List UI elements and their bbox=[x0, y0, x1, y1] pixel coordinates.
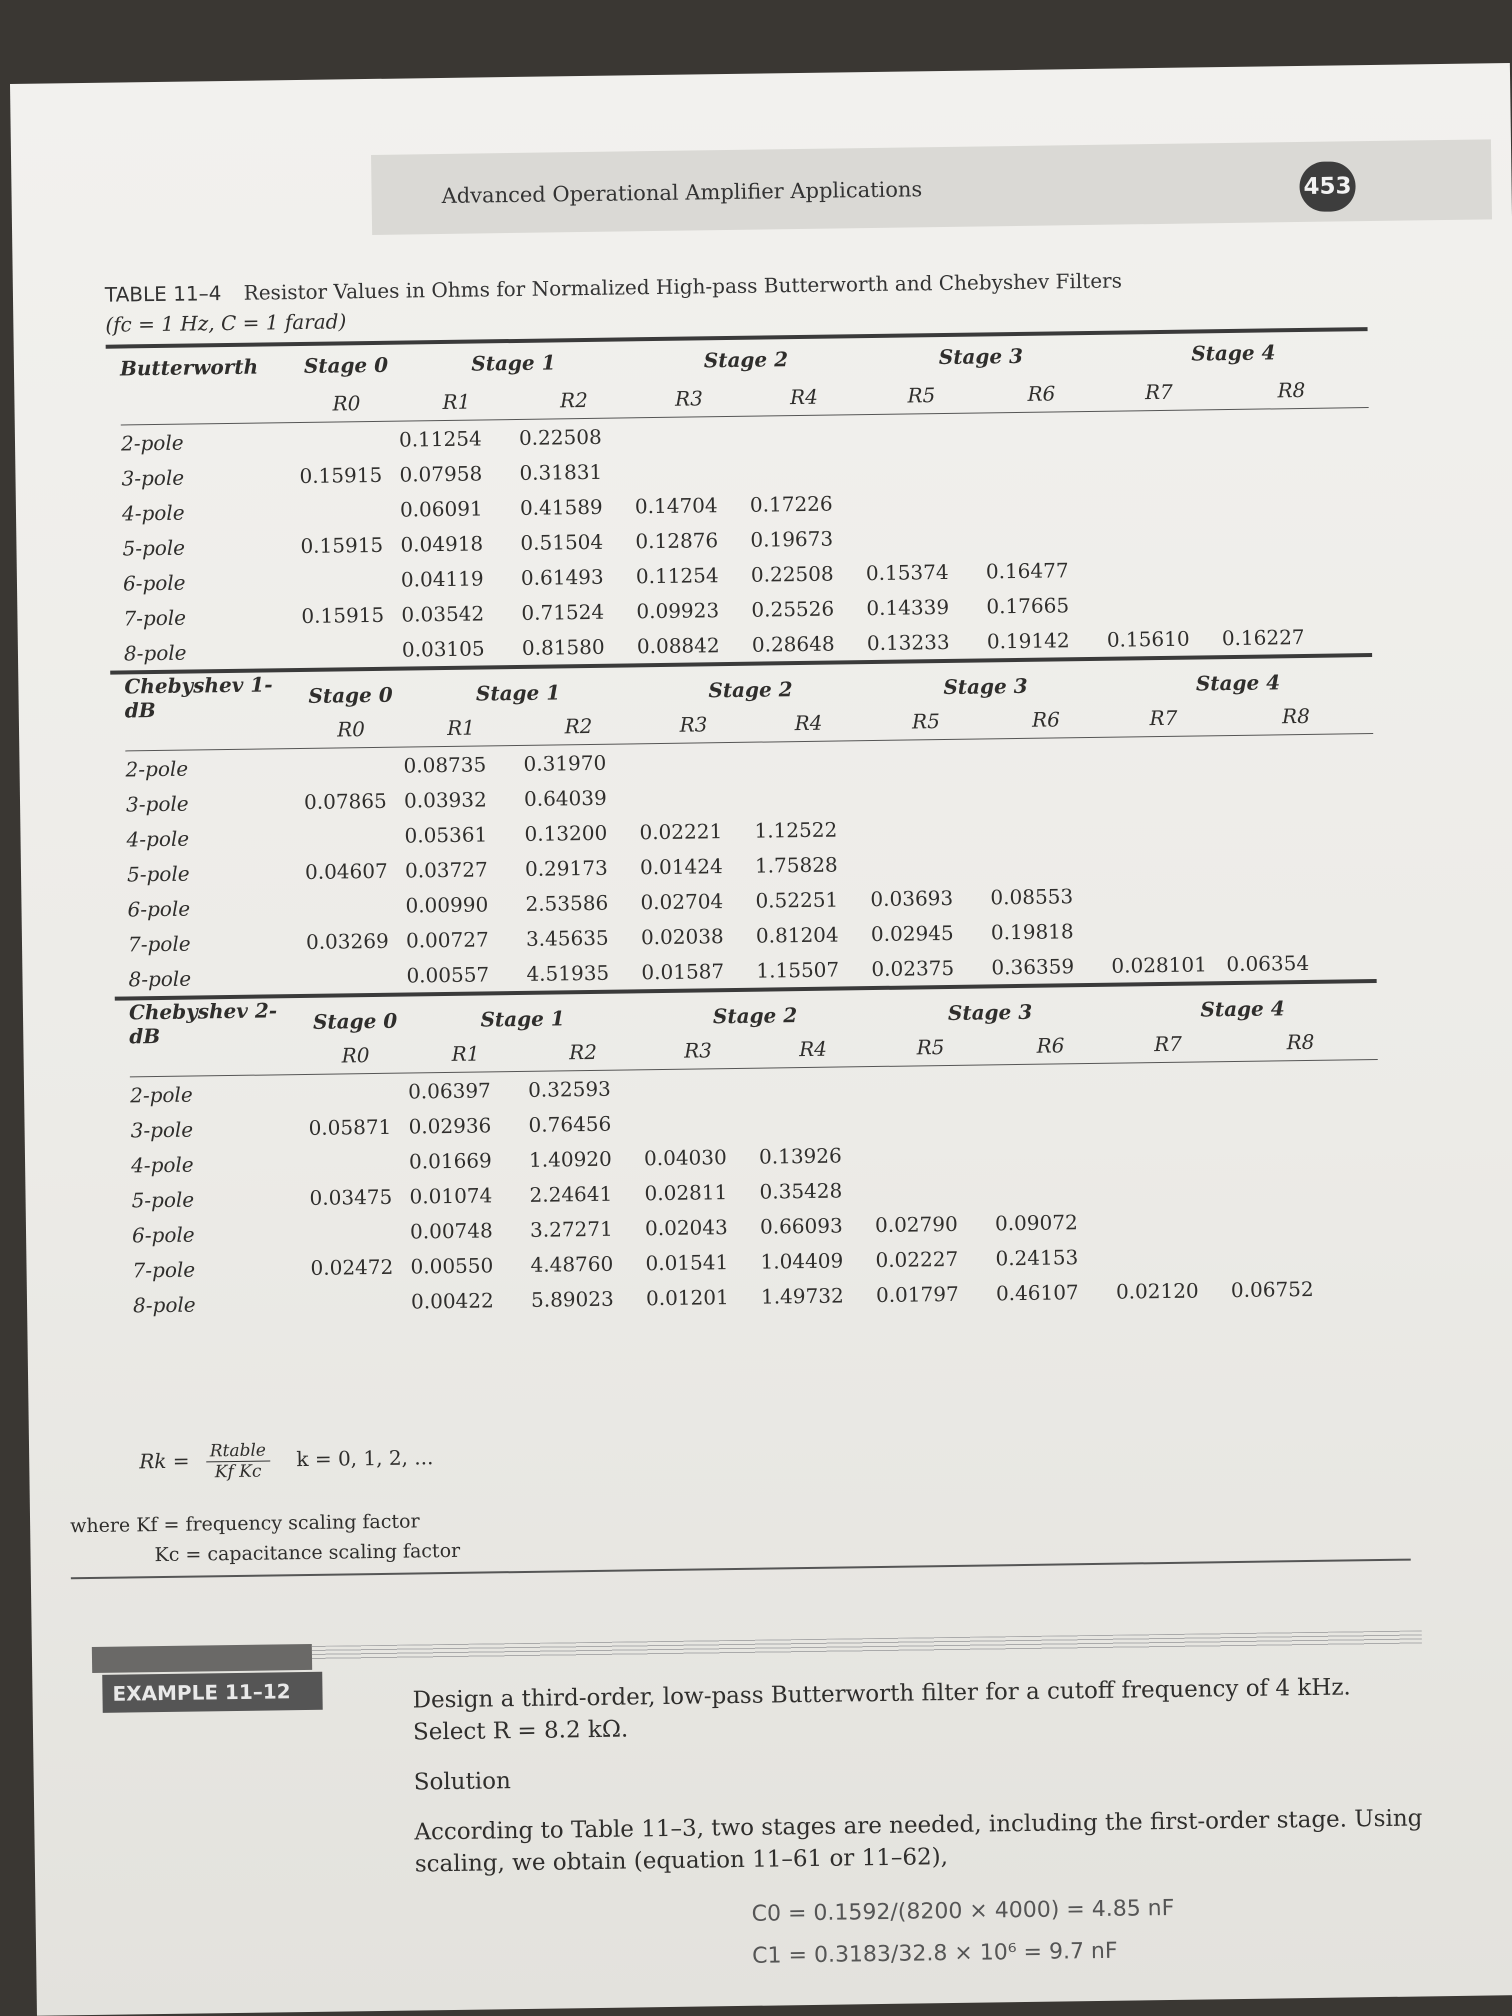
pole-label: 8-pole bbox=[123, 640, 187, 665]
table-cell: 0.03693 bbox=[870, 885, 954, 911]
pole-label: 6-pole bbox=[122, 570, 186, 595]
table-cell bbox=[747, 468, 862, 470]
table-cell bbox=[1217, 461, 1367, 463]
table-cell bbox=[988, 860, 1108, 862]
resistor-label: R8 bbox=[1281, 703, 1311, 729]
table-cell bbox=[298, 509, 398, 510]
table-cell: 0.03727 bbox=[404, 856, 488, 883]
stage-label: Stage 1 bbox=[471, 350, 556, 376]
table-cell bbox=[300, 649, 400, 650]
table-cell: 4.51935 bbox=[526, 960, 610, 986]
table-cell: 0.00727 bbox=[405, 926, 489, 953]
table-cell: 0.28648 bbox=[751, 631, 835, 657]
table-cell: 0.36359 bbox=[991, 953, 1075, 979]
book-page bbox=[10, 63, 1512, 2016]
table-cell bbox=[867, 827, 987, 829]
stage-label: Stage 3 bbox=[943, 673, 1028, 700]
pole-label: 5-pole bbox=[122, 535, 186, 560]
resistor-table bbox=[106, 327, 1382, 1323]
table-cell bbox=[991, 1081, 1111, 1083]
table-cell bbox=[1111, 1080, 1226, 1082]
pole-label: 5-pole bbox=[126, 861, 190, 886]
table-cell bbox=[1107, 824, 1222, 826]
stage-label: Stage 2 bbox=[712, 1003, 798, 1029]
resistor-label: R0 bbox=[332, 391, 361, 416]
table-cell: 0.15610 bbox=[1106, 626, 1190, 652]
table-cell bbox=[863, 501, 983, 503]
formula-denominator: Kf Kc bbox=[214, 1461, 262, 1483]
pole-label: 7-pole bbox=[123, 605, 187, 630]
table-cell bbox=[983, 499, 1103, 501]
table-cell: 0.01424 bbox=[639, 853, 723, 879]
table-cell: 0.01201 bbox=[645, 1284, 729, 1310]
table-cell bbox=[1222, 822, 1372, 824]
table-caption bbox=[105, 268, 1122, 306]
table-cell bbox=[862, 466, 982, 468]
table-cell: 0.31970 bbox=[523, 750, 607, 776]
stage-label: Stage 0 bbox=[312, 1008, 398, 1034]
table-cell: 0.06397 bbox=[407, 1077, 491, 1104]
table-cell: 0.16227 bbox=[1221, 624, 1305, 650]
resistor-label: R5 bbox=[907, 383, 936, 408]
table-cell bbox=[1226, 1078, 1376, 1080]
table-cell bbox=[863, 536, 983, 538]
table-cell: 0.02811 bbox=[644, 1179, 728, 1205]
pole-label: 4-pole bbox=[126, 826, 190, 851]
table-cell bbox=[983, 534, 1103, 536]
table-cell: 0.46107 bbox=[995, 1279, 1079, 1305]
table-cell: 0.13200 bbox=[524, 820, 608, 846]
table-cell: 2.53586 bbox=[525, 890, 609, 916]
resistor-label: R7 bbox=[1144, 379, 1173, 405]
table-cell: 0.01669 bbox=[408, 1147, 492, 1174]
table-cell: 0.02375 bbox=[871, 955, 955, 981]
table-cell: 0.17665 bbox=[986, 592, 1070, 618]
equation-c0: C0 = 0.1592/(8200 × 4000) = 4.85 nF bbox=[751, 1895, 1175, 1927]
resistor-label: R2 bbox=[564, 713, 593, 739]
table-cell bbox=[992, 1151, 1112, 1153]
table-cell: 0.00748 bbox=[409, 1217, 493, 1244]
table-cell: 0.04030 bbox=[643, 1144, 727, 1170]
solution-equations bbox=[751, 1888, 1175, 1978]
solution-text: According to Table 11–3, two stages are needed, including the first-order stage. Using scaling, we obtain (equation 11–61 or 11–62), bbox=[414, 1805, 1423, 1878]
table-cell bbox=[1102, 428, 1217, 430]
table-cell: 0.81204 bbox=[755, 922, 839, 948]
table-cell bbox=[1109, 929, 1224, 931]
table-cell: 1.49732 bbox=[760, 1282, 844, 1309]
table-cell: 0.66093 bbox=[759, 1212, 843, 1239]
table-cell bbox=[1221, 752, 1371, 754]
table-cell: 0.04918 bbox=[400, 530, 484, 557]
table-cell bbox=[992, 1116, 1112, 1118]
table-cell: 0.02043 bbox=[644, 1214, 728, 1240]
table-cell bbox=[1218, 496, 1368, 498]
table-cell bbox=[752, 759, 867, 761]
table-cell bbox=[1104, 568, 1219, 570]
table-cell bbox=[1108, 859, 1223, 861]
page-number: 453 bbox=[1299, 161, 1356, 212]
where-line-2: Kc = capacitance scaling factor bbox=[154, 1539, 461, 1567]
table-cell bbox=[993, 1186, 1113, 1188]
table-cell bbox=[1112, 1115, 1227, 1117]
resistor-label: R6 bbox=[1036, 1033, 1065, 1058]
table-cell bbox=[987, 790, 1107, 792]
resistor-label: R4 bbox=[789, 384, 819, 410]
table-cell: 0.19673 bbox=[750, 526, 834, 552]
pole-label: 4-pole bbox=[130, 1152, 194, 1177]
table-cell bbox=[1227, 1183, 1377, 1185]
table-cell: 0.15915 bbox=[299, 462, 383, 488]
header-spacer bbox=[116, 1056, 306, 1059]
table-cell: 0.12876 bbox=[635, 527, 719, 553]
formula-k-range: k = 0, 1, 2, ... bbox=[296, 1445, 434, 1472]
table-cell: 0.17226 bbox=[749, 491, 833, 517]
table-cell bbox=[637, 795, 752, 797]
table-cell: 0.01541 bbox=[645, 1249, 729, 1275]
table-cell bbox=[1113, 1220, 1228, 1222]
resistor-label: R2 bbox=[559, 387, 589, 413]
table-cell: 0.15915 bbox=[300, 532, 384, 558]
where-lead: where bbox=[69, 1514, 131, 1538]
table-cell bbox=[1222, 787, 1372, 789]
table-cell bbox=[1223, 857, 1373, 859]
table-cell bbox=[1107, 789, 1222, 791]
table-cell bbox=[872, 1153, 992, 1155]
where-clause bbox=[70, 1506, 460, 1571]
solution-heading: Solution bbox=[413, 1768, 511, 1796]
resistor-label: R1 bbox=[446, 715, 476, 740]
pole-label: 2-pole bbox=[125, 756, 189, 781]
stage-label: Stage 2 bbox=[708, 677, 793, 703]
resistor-label: R5 bbox=[911, 709, 941, 734]
table-cell: 0.35428 bbox=[759, 1177, 843, 1204]
table-cell: 0.09923 bbox=[636, 597, 720, 623]
resistor-label: R0 bbox=[341, 1043, 370, 1068]
family-name: Butterworth bbox=[119, 354, 259, 381]
table-cell bbox=[868, 862, 988, 864]
table-cell: 0.02227 bbox=[875, 1246, 959, 1272]
table-cell bbox=[1104, 603, 1219, 605]
table-cell bbox=[632, 469, 747, 471]
running-head: Advanced Operational Amplifier Applications bbox=[441, 177, 923, 208]
resistor-label: R6 bbox=[1031, 707, 1061, 732]
table-cell bbox=[303, 835, 403, 836]
resistor-label: R4 bbox=[794, 710, 823, 736]
family-name: Chebyshev 1-dB bbox=[124, 672, 273, 723]
table-cell: 0.01587 bbox=[641, 958, 725, 984]
where-line-1: Kf = frequency scaling factor bbox=[136, 1510, 420, 1537]
table-cell bbox=[307, 1161, 407, 1162]
table-cell bbox=[1103, 498, 1218, 500]
table-cell: 0.22508 bbox=[518, 424, 602, 450]
table-cell: 0.01074 bbox=[409, 1182, 493, 1209]
table-cell bbox=[304, 975, 404, 976]
table-cell bbox=[306, 1091, 406, 1092]
table-cell: 0.14704 bbox=[634, 492, 718, 518]
table-cell: 0.64039 bbox=[523, 785, 607, 811]
table-cell bbox=[632, 434, 747, 436]
table-cell: 0.06091 bbox=[399, 495, 483, 522]
table-cell: 0.15374 bbox=[865, 559, 949, 585]
table-cell: 0.24153 bbox=[995, 1244, 1079, 1270]
table-cell: 0.15915 bbox=[301, 602, 385, 628]
table-cell: 0.05871 bbox=[308, 1114, 392, 1140]
resistor-label: R0 bbox=[336, 717, 366, 742]
table-cell: 0.41589 bbox=[519, 494, 603, 520]
table-cell bbox=[308, 1231, 408, 1232]
table-cell bbox=[757, 1120, 872, 1122]
table-cell bbox=[1219, 566, 1369, 568]
table-cell bbox=[1102, 463, 1217, 465]
table-cell: 0.05361 bbox=[404, 821, 488, 848]
table-cell bbox=[1227, 1148, 1377, 1150]
table-cell: 3.27271 bbox=[529, 1216, 613, 1242]
pole-label: 7-pole bbox=[127, 931, 191, 956]
table-cell: 0.02120 bbox=[1115, 1278, 1199, 1304]
pole-label: 5-pole bbox=[131, 1187, 195, 1212]
table-cell: 0.11254 bbox=[398, 425, 482, 452]
table-cell: 0.07958 bbox=[399, 460, 483, 487]
table-cell bbox=[1112, 1185, 1227, 1187]
table-cell: 4.48760 bbox=[530, 1251, 614, 1277]
table-cell bbox=[986, 755, 1106, 757]
resistor-label: R3 bbox=[679, 712, 708, 737]
pole-label: 6-pole bbox=[131, 1222, 195, 1247]
table-cell bbox=[873, 1188, 993, 1190]
pole-label: 3-pole bbox=[121, 465, 185, 490]
table-cell bbox=[299, 579, 399, 580]
table-title: Resistor Values in Ohms for Normalized High-pass Butterworth and Chebyshev Filters bbox=[243, 268, 1123, 305]
table-cell: 1.04409 bbox=[760, 1247, 844, 1274]
table-cell: 0.11254 bbox=[635, 562, 719, 588]
table-cell: 0.02945 bbox=[870, 920, 954, 946]
scaling-formula bbox=[139, 1438, 434, 1483]
table-cell bbox=[1112, 1150, 1227, 1152]
pole-label: 3-pole bbox=[125, 791, 189, 816]
table-cell: 0.03932 bbox=[403, 786, 487, 813]
table-cell bbox=[641, 1086, 756, 1088]
table-section bbox=[115, 979, 1381, 1323]
table-cell: 0.13926 bbox=[758, 1142, 842, 1169]
stage-label: Stage 3 bbox=[938, 343, 1024, 370]
pole-label: 2-pole bbox=[120, 430, 184, 455]
pole-label: 4-pole bbox=[121, 500, 185, 525]
example-rule bbox=[312, 1630, 1422, 1659]
header-spacer bbox=[107, 404, 297, 407]
resistor-label: R3 bbox=[674, 386, 704, 411]
pole-label: 3-pole bbox=[130, 1117, 194, 1142]
table-cell: 0.08735 bbox=[403, 751, 487, 778]
table-cell bbox=[297, 439, 397, 440]
header-spacer bbox=[111, 730, 301, 733]
resistor-label: R7 bbox=[1153, 1031, 1183, 1057]
resistor-label: R3 bbox=[683, 1038, 713, 1063]
table-cell: 0.02472 bbox=[310, 1254, 394, 1280]
example-problem: Design a third-order, low-pass Butterworth filter for a cutoff frequency of 4 kHz. Select R = 8.2 kΩ. bbox=[412, 1674, 1351, 1746]
table-cell bbox=[1106, 754, 1221, 756]
table-cell: 0.03105 bbox=[401, 635, 485, 662]
table-cell: 0.51504 bbox=[520, 529, 604, 555]
table-cell: 1.75828 bbox=[754, 852, 838, 878]
table-cell: 0.25526 bbox=[751, 596, 835, 622]
table-cell: 0.02790 bbox=[874, 1211, 958, 1237]
table-cell bbox=[1108, 894, 1223, 896]
table-cell: 1.40920 bbox=[528, 1146, 612, 1172]
table-cell: 0.04119 bbox=[400, 565, 484, 592]
table-cell bbox=[642, 1121, 757, 1123]
table-label: TABLE 11–4 bbox=[104, 281, 222, 307]
table-cell bbox=[756, 1085, 871, 1087]
table-cell: 0.02221 bbox=[639, 818, 723, 844]
pole-label: 7-pole bbox=[132, 1257, 196, 1282]
table-cell bbox=[1228, 1253, 1378, 1255]
table-cell bbox=[304, 905, 404, 906]
table-cell: 0.76456 bbox=[528, 1111, 612, 1137]
table-cell: 0.81580 bbox=[521, 634, 605, 660]
table-cell: 0.32593 bbox=[527, 1076, 611, 1102]
resistor-label: R1 bbox=[451, 1041, 480, 1066]
table-cell: 0.13233 bbox=[866, 629, 950, 655]
resistor-label: R5 bbox=[916, 1035, 945, 1060]
stage-label: Stage 3 bbox=[947, 999, 1033, 1025]
table-cell: 1.12522 bbox=[754, 817, 838, 843]
table-cell: 0.028101 bbox=[1111, 951, 1208, 978]
table-cell: 0.19818 bbox=[990, 918, 1074, 944]
formula-numerator: Rtable bbox=[206, 1441, 270, 1463]
stage-label: Stage 4 bbox=[1200, 996, 1285, 1022]
table-cell: 0.02038 bbox=[640, 923, 724, 949]
table-cell: 0.06354 bbox=[1226, 950, 1310, 976]
stage-label: Stage 1 bbox=[475, 680, 561, 706]
resistor-label: R2 bbox=[569, 1039, 598, 1065]
pole-label: 8-pole bbox=[132, 1292, 196, 1317]
pole-label: 2-pole bbox=[129, 1082, 193, 1107]
table-cell bbox=[867, 757, 987, 759]
table-cell bbox=[982, 429, 1102, 431]
table-cell: 0.52251 bbox=[755, 887, 839, 913]
table-cell: 0.22508 bbox=[750, 561, 834, 587]
table-cell: 0.29173 bbox=[524, 855, 608, 881]
table-cell bbox=[1223, 892, 1373, 894]
table-cell bbox=[1228, 1218, 1378, 1220]
table-cell: 0.16477 bbox=[985, 557, 1069, 583]
table-cell: 0.03269 bbox=[305, 928, 389, 954]
table-cell bbox=[1224, 927, 1374, 929]
table-cell: 0.04607 bbox=[304, 858, 388, 884]
family-name: Chebyshev 2-dB bbox=[128, 998, 278, 1049]
table-cell bbox=[987, 825, 1107, 827]
example-body bbox=[412, 1670, 1425, 1898]
example-bar bbox=[92, 1644, 312, 1673]
table-cell: 0.03542 bbox=[401, 600, 485, 627]
table-cell bbox=[1227, 1113, 1377, 1115]
table-cell bbox=[982, 464, 1102, 466]
stage-label: Stage 4 bbox=[1191, 340, 1276, 366]
resistor-label: R4 bbox=[798, 1036, 828, 1062]
table-cell bbox=[1219, 601, 1369, 603]
table-cell bbox=[1113, 1255, 1228, 1257]
table-cell: 5.89023 bbox=[530, 1286, 614, 1312]
table-cell: 0.01797 bbox=[875, 1281, 959, 1307]
stage-label: Stage 4 bbox=[1195, 670, 1281, 696]
resistor-label: R7 bbox=[1149, 705, 1178, 731]
table-cell bbox=[871, 1083, 991, 1085]
table-cell bbox=[752, 794, 867, 796]
table-cell: 0.03475 bbox=[309, 1184, 393, 1210]
table-cell bbox=[872, 1118, 992, 1120]
equation-c1: C1 = 0.3183/32.8 × 10⁶ = 9.7 nF bbox=[752, 1938, 1118, 1969]
table-cell: 0.14339 bbox=[866, 594, 950, 620]
table-cell: 0.71524 bbox=[521, 599, 605, 625]
table-cell: 0.61493 bbox=[520, 564, 604, 590]
pole-label: 6-pole bbox=[127, 896, 191, 921]
resistor-label: R6 bbox=[1027, 381, 1056, 406]
table-cell: 0.00557 bbox=[406, 961, 490, 988]
table-cell: 0.08842 bbox=[636, 632, 720, 658]
table-cell: 0.00422 bbox=[410, 1287, 494, 1314]
table-cell bbox=[1218, 531, 1368, 533]
resistor-label: R1 bbox=[442, 389, 471, 414]
table-cell: 0.19142 bbox=[986, 627, 1070, 653]
table-cell bbox=[309, 1301, 409, 1302]
table-cell: 0.08553 bbox=[990, 883, 1074, 909]
table-cell: 0.02704 bbox=[640, 888, 724, 914]
table-subtitle: (fc = 1 Hz, C = 1 farad) bbox=[105, 309, 347, 337]
table-cell: 0.09072 bbox=[994, 1209, 1078, 1235]
table-cell: 1.15507 bbox=[756, 957, 840, 983]
table-cell bbox=[862, 431, 982, 433]
resistor-label: R8 bbox=[1277, 377, 1306, 403]
table-cell bbox=[1217, 426, 1367, 428]
table-cell: 2.24641 bbox=[529, 1181, 613, 1207]
table-cell bbox=[302, 765, 402, 766]
stage-label: Stage 0 bbox=[308, 682, 393, 708]
formula-fraction bbox=[206, 1441, 271, 1483]
stage-label: Stage 1 bbox=[480, 1006, 565, 1032]
table-cell: 0.07865 bbox=[303, 788, 387, 814]
table-cell bbox=[747, 433, 862, 435]
stage-label: Stage 0 bbox=[303, 352, 389, 378]
table-cell bbox=[1103, 533, 1218, 535]
table-cell bbox=[867, 792, 987, 794]
table-cell: 0.00550 bbox=[410, 1252, 494, 1279]
pole-label: 8-pole bbox=[128, 966, 192, 991]
formula-lhs: Rk = bbox=[139, 1448, 190, 1474]
resistor-label: R8 bbox=[1286, 1029, 1315, 1055]
table-cell: 0.02936 bbox=[408, 1112, 492, 1139]
table-cell: 0.06752 bbox=[1230, 1276, 1314, 1302]
table-cell: 0.31831 bbox=[519, 459, 603, 485]
table-section bbox=[106, 327, 1372, 671]
stage-label: Stage 2 bbox=[703, 347, 789, 373]
table-section bbox=[110, 653, 1376, 997]
table-cell: 0.00990 bbox=[405, 891, 489, 918]
table-cell bbox=[637, 760, 752, 762]
table-cell: 3.45635 bbox=[525, 925, 609, 951]
example-label: EXAMPLE 11–12 bbox=[102, 1672, 323, 1713]
